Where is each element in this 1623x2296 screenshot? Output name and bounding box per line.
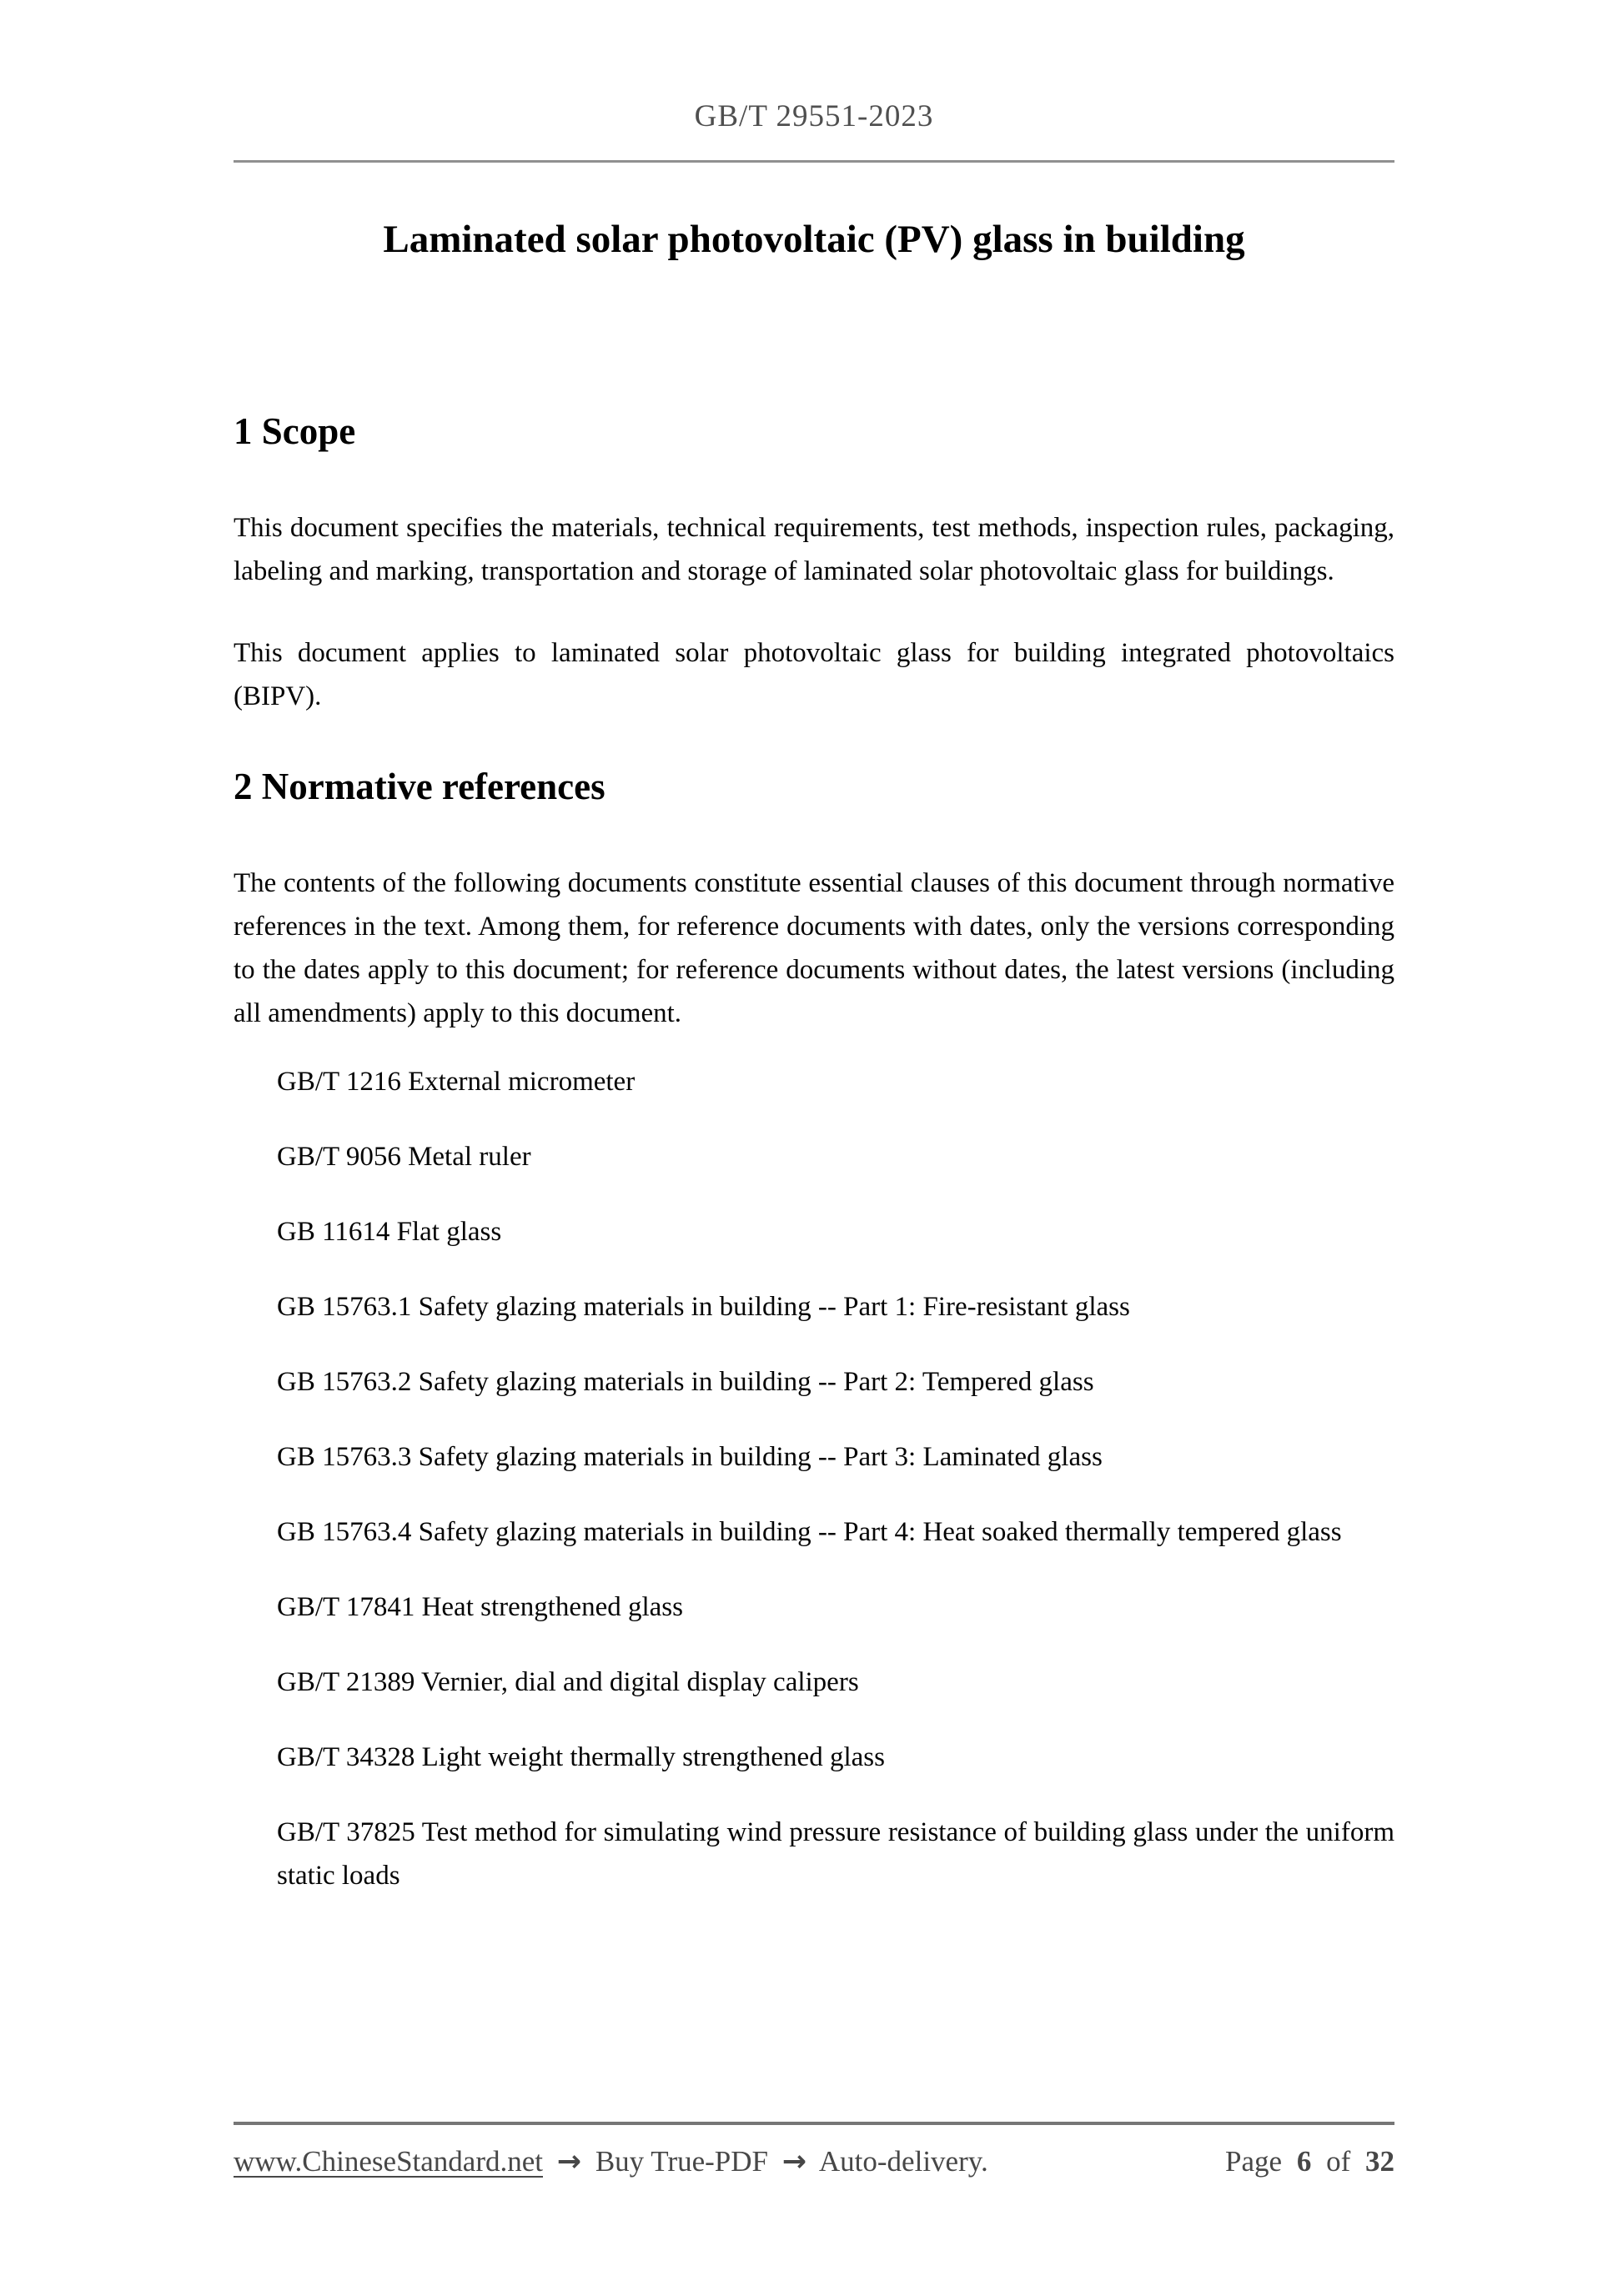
reference-item: GB 15763.4 Safety glazing materials in building -- Part 4: Heat soaked thermally tempered glass: [277, 1517, 1342, 1547]
reference-item: GB/T 1216 External micrometer: [277, 1067, 636, 1097]
reference-item: GB/T 21389 Vernier, dial and digital display calipers: [277, 1667, 859, 1697]
reference-item: GB 15763.2 Safety glazing materials in building -- Part 2: Tempered glass: [277, 1367, 1094, 1397]
page-current: 6: [1296, 2145, 1312, 2178]
arrow-icon: →: [781, 2145, 807, 2178]
page-of-label: of: [1326, 2145, 1351, 2178]
section-heading-normative-references: 2 Normative references: [234, 766, 605, 807]
footer-buy-pdf-text: Buy True-PDF: [595, 2145, 768, 2178]
arrow-icon: →: [556, 2145, 582, 2178]
reference-item: GB/T 37825 Test method for simulating wind pressure resistance of building glass under the uniform static loads: [277, 1817, 1394, 1891]
footer-delivery-text: Auto-delivery.: [818, 2145, 988, 2178]
scope-paragraph-2: This document applies to laminated solar photovoltaic glass for building integrated photovoltaics (BIPV).: [234, 638, 1394, 711]
header-standard-code: GB/T 29551-2023: [694, 99, 934, 133]
page-footer: [234, 2122, 1394, 2178]
header-divider: [234, 160, 1394, 163]
footer-row: [234, 2125, 1394, 2178]
reference-item: GB/T 34328 Light weight thermally strengthened glass: [277, 1742, 885, 1772]
footer-website-link[interactable]: www.ChineseStandard.net: [234, 2145, 543, 2178]
page-label: Page: [1225, 2145, 1283, 2178]
reference-item: GB 15763.3 Safety glazing materials in building -- Part 3: Laminated glass: [277, 1442, 1103, 1472]
scope-paragraph-1: This document specifies the materials, technical requirements, test methods, inspection rules, packaging, labeling and marking, transportation and storage of laminated solar photovoltaic glass for buildings.: [234, 513, 1394, 586]
reference-item: GB 11614 Flat glass: [277, 1217, 502, 1247]
section-heading-scope: 1 Scope: [234, 410, 356, 452]
document-title: Laminated solar photovoltaic (PV) glass in building: [383, 218, 1245, 261]
normative-intro-paragraph: The contents of the following documents constitute essential clauses of this document through normative references in the text. Among them, for reference documents with dates, only the versions corresponding to the dates apply to this document; for reference documents without dates, the latest versions (including all amendments) apply to this document.: [234, 868, 1394, 1028]
page-number: [1225, 2145, 1394, 2178]
page-content: [234, 0, 1394, 1897]
reference-item: GB/T 9056 Metal ruler: [277, 1142, 531, 1172]
reference-item: GB/T 17841 Heat strengthened glass: [277, 1592, 683, 1622]
reference-item: GB 15763.1 Safety glazing materials in building -- Part 1: Fire-resistant glass: [277, 1292, 1130, 1322]
page-total: 32: [1365, 2145, 1394, 2178]
footer-info: [234, 2145, 988, 2178]
